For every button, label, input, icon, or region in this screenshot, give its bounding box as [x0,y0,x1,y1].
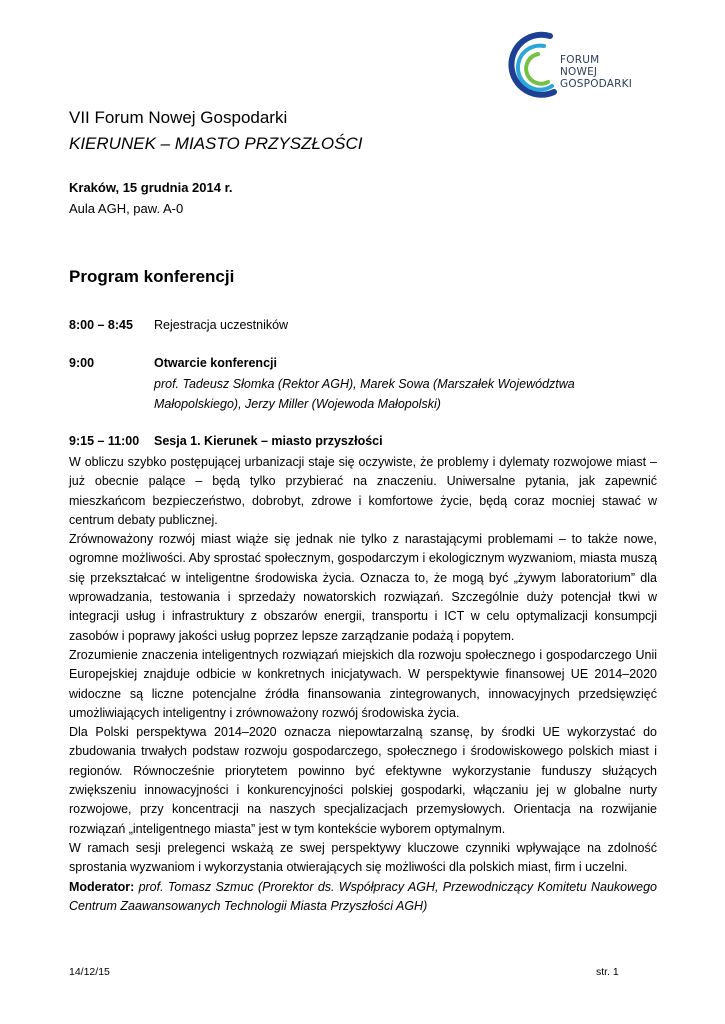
program-heading: Program konferencji [69,267,235,286]
item-time-session1: 9:15 – 11:00 [69,434,140,448]
item-title-opening: Otwarcie konferencji [154,356,277,370]
logo-line-3: GOSPODARKI [560,78,633,90]
document-title: VII Forum Nowej Gospodarki [69,108,288,127]
logo-line-1: FORUM [560,54,600,66]
footer-date: 14/12/15 [69,966,110,978]
session-description [69,453,657,916]
session-paragraph: Zrównoważony rozwój miast wiąże się jednak nie tylko z narastającymi problemami – to także nowe, ogromne możliwości. Aby sprostać społecznym, gospodarczym i ekologicznym wyzwaniom, miasta muszą się przekształcać w inteligentne środowiska życia. Oznacza to, że mogą być „żywym laboratorium” dla wprowadzania, testowania i sprzedaży nowatorskich rozwiązań. Szczególnie duży potencjał tkwi w integracji usług i infrastruktury z obszarów energii, transportu i ICT w celu optymalizacji konsumpcji zasobów i poprawy jakości usług poprzez lepsze zarządzanie podażą i popytem. [69,532,657,643]
logo-line-2: NOWEJ [560,66,598,78]
session-paragraph: W obliczu szybko postępującej urbanizacji staje się oczywiste, że problemy i dylematy rozwojowe miast – już obecnie palące – będą tylko przybierać na znaczeniu. Uniwersalne pytania, jak zapewnić mieszkańcom bezpieczeństwo, dobrobyt, zdrowe i komfortowe życie, będą coraz mocniej stawać w centrum debaty publicznej. [69,455,657,527]
session-paragraph: W ramach sesji prelegenci wskażą ze swej perspektywy kluczowe czynniki wpływające na zdolność sprostania wyzwaniom i wykorzystania otwierających się możliwości dla polskich miast, firm i uczelni. [69,840,657,875]
logo-swirl-icon [498,30,560,102]
item-title-session1: Sesja 1. Kierunek – miasto przyszłości [154,434,383,448]
footer-page-number: str. 1 [596,966,619,978]
item-time-registration: 8:00 – 8:45 [69,318,133,332]
forum-logo [498,30,638,102]
event-venue: Aula AGH, paw. A-0 [69,201,184,216]
moderator-name: prof. Tomasz Szmuc (Prorektor ds. Współpracy AGH, Przewodniczący Komitetu Naukowego Centrum Zaawansowanych Technologii Miasta Przyszłości AGH) [69,879,657,913]
logo-wordmark [560,54,632,90]
moderator-line [69,878,657,917]
item-title-registration: Rejestracja uczestników [154,318,289,332]
opening-guests: prof. Tadeusz Słomka (Rektor AGH), Marek Sowa (Marszałek Województwa Małopolskiego), Jerzy Miller (Wojewoda Małopolski) [154,377,575,411]
session-paragraph: Dla Polski perspektywa 2014–2020 oznacza niepowtarzalną szansę, by środki UE wykorzystać do zbudowania trwałych podstaw rozwoju gospodarczego, społecznego i środowiskowego polskich miast i regionów. Równocześnie priorytetem powinno być efektywne wykorzystanie funduszy służących zwiększeniu innowacyjności i konkurencyjności polskiej gospodarki, włączaniu jej w globalne nurty rozwojowe, przy koncentracji na naszych specjalizacjach przemysłowych. Orientacja na rozwijanie rozwiązań „inteligentnego miasta” jest w tym kontekście wyborem optymalnym. [69,725,657,836]
event-date: Kraków, 15 grudnia 2014 r. [69,180,233,195]
moderator-label: Moderator: [69,879,135,894]
document-subtitle: KIERUNEK – MIASTO PRZYSZŁOŚCI [69,134,363,153]
session-paragraph: Zrozumienie znaczenia inteligentnych rozwiązań miejskich dla rozwoju społecznego i gospodarczego Unii Europejskiej znajduje odbicie w konkretnych inicjatywach. W perspektywie finansowej UE 2014–2020 widoczne są liczne potencjalne źródła finansowania zintegrowanych, innowacyjnych przedsięwzięć umożliwiających inteligentny i zrównoważony rozwój środowiska życia. [69,647,657,720]
item-time-opening: 9:00 [69,356,95,370]
